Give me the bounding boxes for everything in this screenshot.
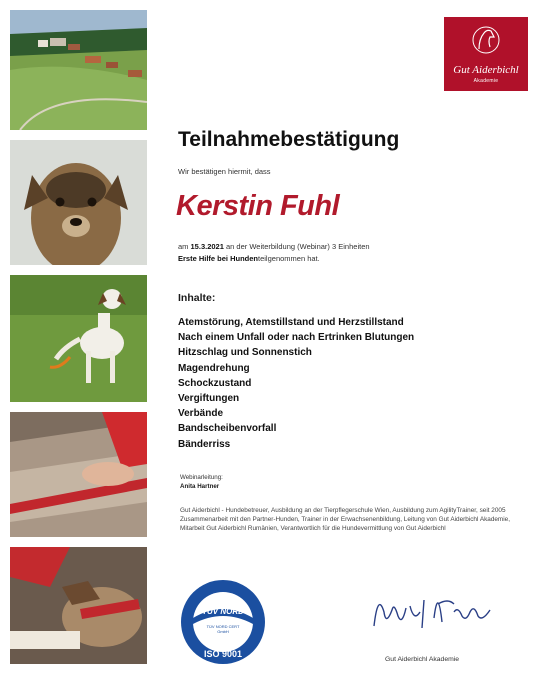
logo-subtitle: Akademie <box>473 78 499 84</box>
webinar-lead-name: Anita Hartner <box>180 483 220 490</box>
topic-list <box>178 315 414 452</box>
topic-item: Verbände <box>178 408 224 420</box>
signature <box>368 582 498 647</box>
contents-heading: Inhalte: <box>178 292 216 304</box>
topic-item: Bänderriss <box>178 438 231 450</box>
topic-item: Hitzschlag und Sonnenstich <box>178 347 312 359</box>
attendance-line <box>178 242 370 251</box>
intro-text: Wir bestätigen hiermit, dass <box>178 167 271 176</box>
topic-item: Schockzustand <box>178 377 252 389</box>
course-line <box>178 254 320 263</box>
photo-dog-bandage <box>10 547 147 664</box>
signature-label: Gut Aiderbichl Akademie <box>385 656 460 663</box>
attendance-prefix: am <box>178 242 189 251</box>
tuv-iso-seal <box>179 578 267 671</box>
page-title: Teilnahmebestätigung <box>178 128 400 151</box>
course-name: Erste Hilfe bei Hunden <box>178 254 259 263</box>
webinar-lead-label: Webinarleitung: <box>180 474 223 481</box>
topic-item: Vergiftungen <box>178 393 240 405</box>
svg-text:TÜV NORD CERT: TÜV NORD CERT <box>206 624 240 629</box>
topic-item: Magendrehung <box>178 362 250 374</box>
participant-name: Kerstin Fuhl <box>176 190 340 222</box>
attendance-suffix: teilgenommen hat. <box>258 254 320 263</box>
photo-dog-treatment <box>10 412 147 537</box>
gut-aiderbichl-logo <box>444 17 528 91</box>
photo-farm-aerial <box>10 10 147 130</box>
topic-item: Atemstörung, Atemstillstand und Herzstillstand <box>178 317 404 328</box>
svg-text:ISO 9001: ISO 9001 <box>203 649 243 659</box>
svg-text:GmbH: GmbH <box>217 629 229 634</box>
logo-brand: Gut Aiderbichl <box>453 64 519 76</box>
topic-item: Bandscheibenvorfall <box>178 423 277 435</box>
horse-icon <box>470 23 502 57</box>
photo-puppy <box>10 140 147 265</box>
attendance-middle: an der Weiterbildung (Webinar) 3 Einheiten <box>225 242 370 251</box>
photo-dog-meadow <box>10 275 147 402</box>
svg-text:TÜV NORD: TÜV NORD <box>202 607 244 616</box>
trainer-bio: Gut Aiderbichl - Hundebetreuer, Ausbildung an der Tierpflegerschule Wien, Ausbildung zum AgilityTrainer, seit 2005 Zusammenarbeit mit den Partner-Hunden, Trainer in der Erwachsenenbildung, Leitung von Gut Aiderbichl Akademie, Mitarbeit Gut Aiderbichl Rumänien, Verantwortlich für die Hundevermittlung von Gut Aiderbichl <box>180 507 511 532</box>
attendance-date: 15.3.2021 <box>190 242 224 251</box>
topic-item: Nach einem Unfall oder nach Ertrinken Blutungen <box>178 332 415 344</box>
